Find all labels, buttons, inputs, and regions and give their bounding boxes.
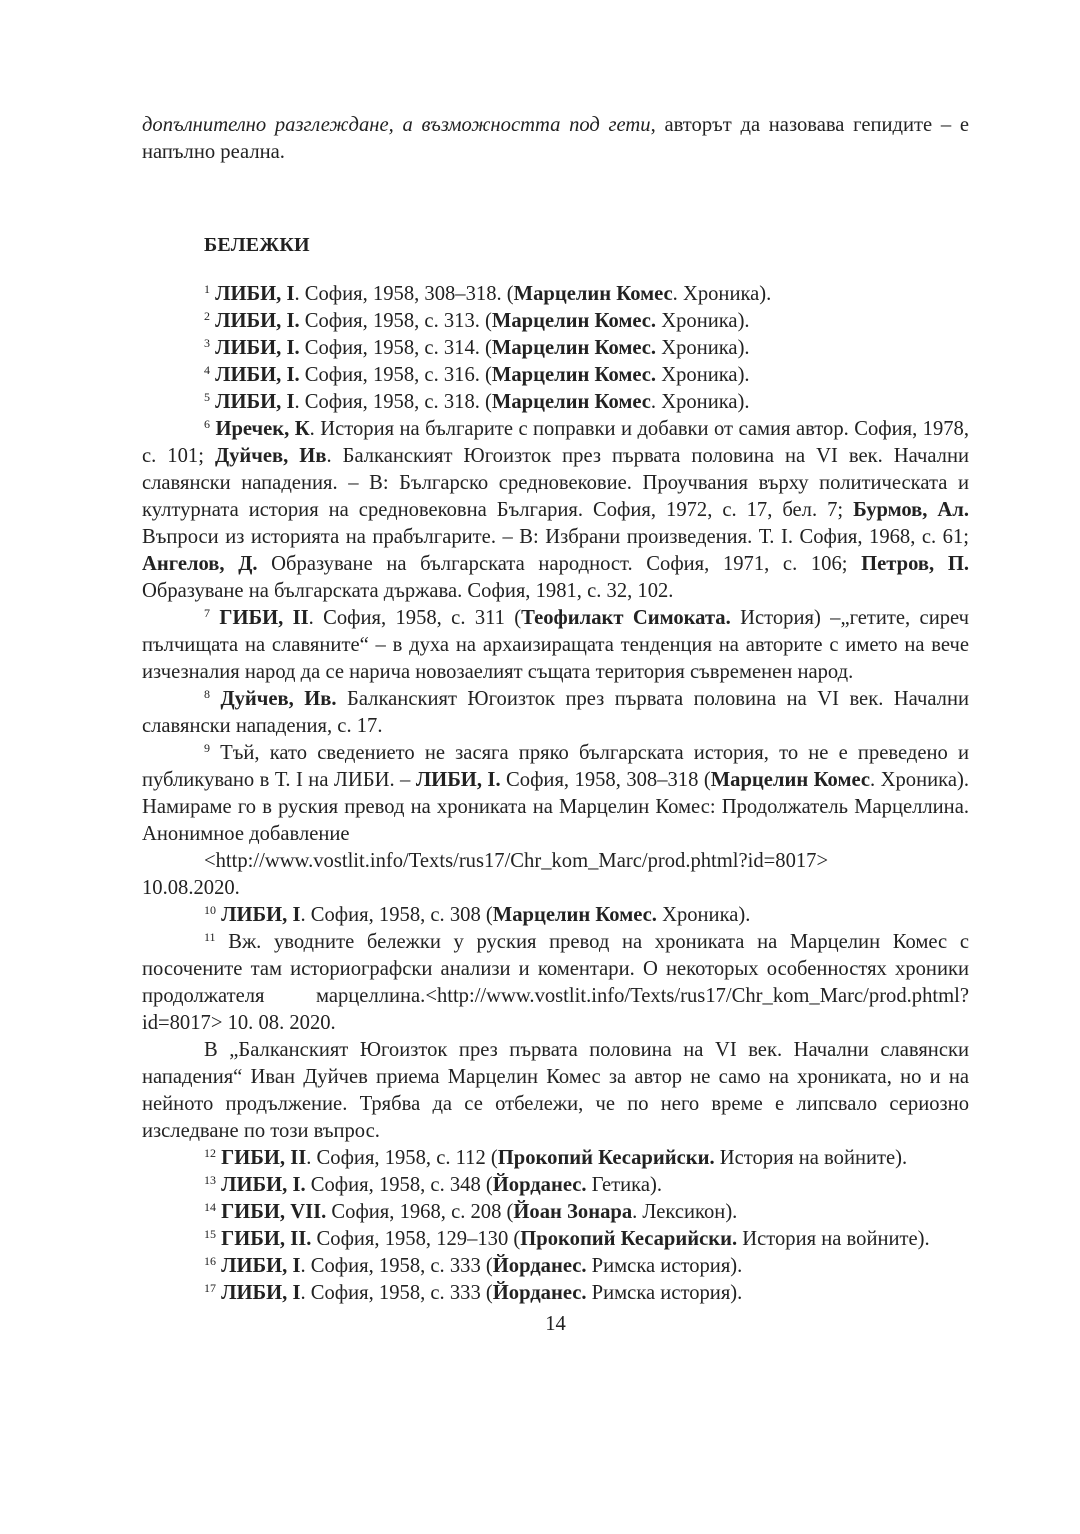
footnote-1: $^1$ ЛИБИ, I. София, 1958, 308–318. (Марцелин Комес. Хроника).: [204, 282, 772, 305]
footnote-11-continuation: В „Балканският Югоизток през първата половина на VI век. Начални славянски нападения“ Иван Дуйчев приема Марцелин Комес за автор не само на хрониката, но и на нейното продължение. Трябва да се отбележи, че по него време е липсвало сериозно изследване по този въпрос.: [142, 1039, 969, 1142]
footnote-4: $^4$ ЛИБИ, I. София, 1958, с. 316. (Марцелин Комес. Хроника).: [204, 363, 750, 386]
footnote-16: $^{16}$ ЛИБИ, I. София, 1958, с. 333 (Йорданес. Римска история).: [204, 1254, 743, 1277]
footnote-14: $^{14}$ ГИБИ, VII. София, 1968, с. 208 (Йоан Зонара. Лексикон).: [204, 1200, 738, 1223]
footnote-17: $^{17}$ ЛИБИ, I. София, 1958, с. 333 (Йорданес. Римска история).: [204, 1281, 743, 1304]
notes-heading: БЕЛЕЖКИ: [204, 234, 310, 256]
footnote-11: $^{11}$ Вж. уводните бележки у руския превод на хрониката на Марцелин Комес с посочените там историографски анализи и коментари. О некоторых особенностях хроники продолжателя марцеллина.<http://www.vostlit.info/Texts/rus17/Chr_kom_Marc/prod.phtml?id=8017> 10. 08. 2020.: [142, 930, 969, 1034]
footnote-10: $^{10}$ ЛИБИ, I. София, 1958, с. 308 (Марцелин Комес. Хроника).: [204, 903, 751, 926]
page-content: [142, 112, 969, 1338]
footnote-9-date: 10.08.2020.: [142, 877, 240, 899]
footnote-5: $^5$ ЛИБИ, I. София, 1958, с. 318. (Марцелин Комес. Хроника).: [204, 390, 750, 413]
page-number: 14: [545, 1313, 566, 1335]
intro-italic: допълнително разглеждане, а възможността под гети: [142, 114, 651, 136]
footnote-9: $^9$ Тъй, като сведението не засяга пряко българската история, то не е преведено и публикувано в Т. I на ЛИБИ. – ЛИБИ, I. София, 1958, 308–318 (Марцелин Комес. Хроника). Намираме го в руския превод на хрониката на Марцелин Комес: Продолжатель Марцеллина. Анонимное добавление: [142, 741, 969, 845]
footnote-8: $^8$ Дуйчев, Ив. Балканският Югоизток през първата половина на VI век. Начални славянски нападения, с. 17.: [142, 687, 969, 737]
footnote-3: $^3$ ЛИБИ, I. София, 1958, с. 314. (Марцелин Комес. Хроника).: [204, 336, 750, 359]
intro-rest: , авторът да назовава гепидите – е напълно реална.: [142, 114, 969, 163]
footnote-7: $^7$ ГИБИ, II. София, 1958, с. 311 (Теофилакт Симоката. История) –„гетите, сиреч пълчищата на славяните“ – в духа на архаизиращата тенденция на авторите с името на вече изчезналия народ да се нарича новозаелият същата територия съвременен народ.: [142, 606, 969, 683]
footnote-15: $^{15}$ ГИБИ, II. София, 1958, 129–130 (Прокопий Кесарийски. История на войните).: [204, 1227, 930, 1250]
footnote-6: $^6$ Иречек, К. История на българите с поправки и добавки от самия автор. София, 1978, с. 101; Дуйчев, Ив. Балканският Югоизток през първата половина на VI век. Начални славянски нападения. – В: Българско средновековие. Проучвания върху политическата и културната история на средновековна България. София, 1972, с. 17, бел. 7; Бурмов, Ал. Въпроси из историята на прабългарите. – В: Избрани произведения. Т. I. София, 1968, с. 61; Ангелов, Д. Образуване на българската народност. София, 1971, с. 106; Петров, П. Образуване на българската държава. София, 1981, с. 32, 102.: [142, 417, 969, 602]
intro-paragraph: [142, 112, 969, 166]
footnote-9-url: <http://www.vostlit.info/Texts/rus17/Chr_kom_Marc/prod.phtml?id=8017>: [204, 850, 829, 872]
footnote-13: $^{13}$ ЛИБИ, I. София, 1958, с. 348 (Йорданес. Гетика).: [204, 1173, 663, 1196]
footnote-12: $^{12}$ ГИБИ, II. София, 1958, с. 112 (Прокопий Кесарийски. История на войните).: [204, 1146, 908, 1169]
footnote-2: $^2$ ЛИБИ, I. София, 1958, с. 313. (Марцелин Комес. Хроника).: [204, 309, 750, 332]
